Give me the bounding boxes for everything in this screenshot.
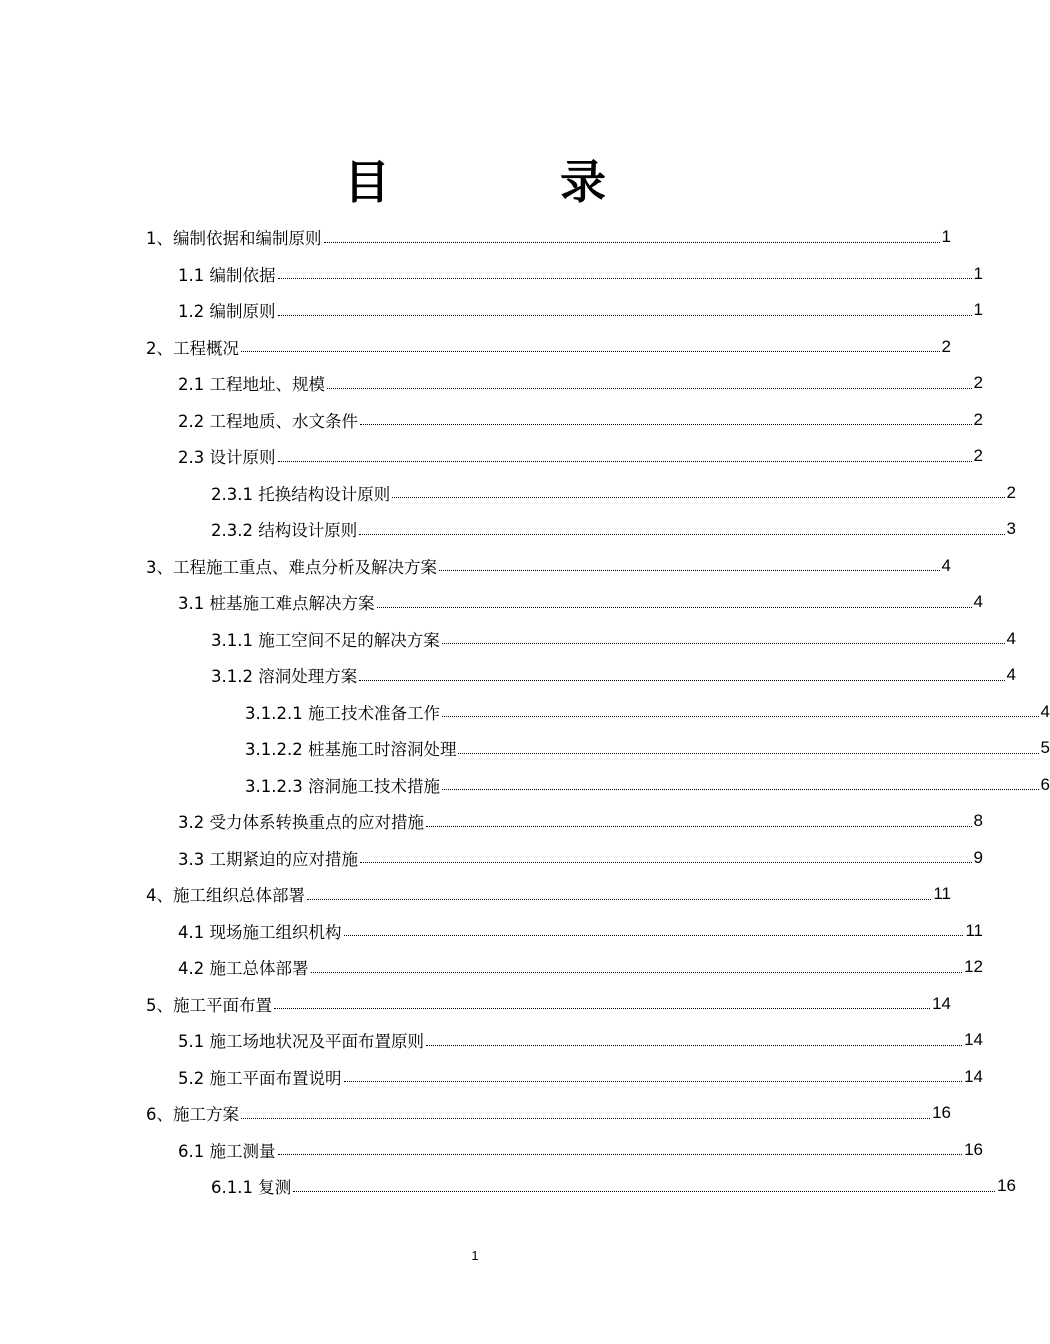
toc-dot-leader [324,242,940,243]
toc-entry[interactable] [0,1132,983,1169]
toc-entry-label: 2.3.1 托换结构设计原则 [211,484,391,504]
toc-dot-leader [344,935,964,936]
toc-dot-leader [278,315,972,316]
toc-entry[interactable] [0,949,983,986]
toc-dot-leader [377,607,972,608]
toc-entry-page-number: 14 [932,993,951,1013]
toc-entry-label: 4.1 现场施工组织机构 [178,922,342,942]
toc-dot-leader [278,278,972,279]
toc-entry-label: 4.2 施工总体部署 [178,959,309,979]
toc-entry-label: 3、工程施工重点、难点分析及解决方案 [146,557,437,577]
toc-entry[interactable] [0,767,1050,804]
toc-entry-page-number: 4 [1040,701,1050,721]
toc-entry[interactable] [0,1022,983,1059]
toc-entry[interactable] [0,1168,1016,1205]
toc-dot-leader [278,461,972,462]
toc-entry-label: 1.2 编制原则 [178,302,276,322]
toc-entry[interactable] [0,511,1016,548]
toc-entry-label: 2、工程概况 [146,338,239,358]
toc-entry-page-number: 16 [997,1176,1016,1196]
toc-entry[interactable] [0,438,983,475]
toc-entry-label: 5.1 施工场地状况及平面布置原则 [178,1032,424,1052]
toc-entry-page-number: 2 [973,373,983,393]
toc-entry-label: 5.2 施工平面布置说明 [178,1068,342,1088]
toc-entry-page-number: 14 [964,1066,983,1086]
toc-dot-leader [278,1154,963,1155]
toc-entry[interactable] [0,621,1016,658]
toc-entry-page-number: 3 [1006,519,1016,539]
toc-dot-leader [274,1008,930,1009]
toc-entry[interactable] [0,1095,951,1132]
toc-dot-leader [442,643,1005,644]
toc-dot-leader [359,534,1004,535]
toc-entry-label: 3.1.1 施工空间不足的解决方案 [211,630,440,650]
toc-entry[interactable] [0,292,983,329]
toc-entry-page-number: 11 [933,884,951,904]
toc-dot-leader [392,497,1004,498]
toc-entry-page-number: 11 [965,920,983,940]
toc-entry-label: 5、施工平面布置 [146,995,272,1015]
toc-entry-page-number: 2 [973,409,983,429]
toc-dot-leader [241,1118,930,1119]
toc-dot-leader [426,826,972,827]
toc-entry-page-number: 9 [973,847,983,867]
toc-entry-page-number: 4 [1006,628,1016,648]
toc-dot-leader [442,789,1039,790]
toc-entry[interactable] [0,876,951,913]
toc-entry[interactable] [0,475,1016,512]
toc-dot-leader [344,1081,963,1082]
toc-dot-leader [442,716,1039,717]
toc-entry-page-number: 4 [973,592,983,612]
toc-entry-label: 2.3.2 结构设计原则 [211,521,358,541]
toc-entry-label: 3.1.2 溶洞处理方案 [211,667,358,687]
toc-entry-page-number: 14 [964,1030,983,1050]
toc-entry-page-number: 6 [1040,774,1050,794]
toc-entry[interactable] [0,657,1016,694]
toc-entry-label: 3.1.2.3 溶洞施工技术措施 [245,776,440,796]
toc-entry-page-number: 4 [941,555,951,575]
toc-dot-leader [458,753,1038,754]
toc-entry[interactable] [0,1059,983,1096]
toc-entry-label: 4、施工组织总体部署 [146,886,305,906]
toc-entry[interactable] [0,402,983,439]
toc-list [0,219,1050,1205]
toc-entry-label: 2.3 设计原则 [178,448,276,468]
toc-entry[interactable] [0,548,951,585]
toc-title: 目 录 [344,155,668,209]
toc-entry-label: 3.1 桩基施工难点解决方案 [178,594,375,614]
toc-entry[interactable] [0,730,1050,767]
toc-entry[interactable] [0,694,1050,731]
toc-entry-label: 3.2 受力体系转换重点的应对措施 [178,813,424,833]
footer-page-number: 1 [471,1248,479,1263]
toc-entry-page-number: 12 [964,957,983,977]
toc-dot-leader [293,1191,995,1192]
toc-dot-leader [360,424,972,425]
toc-entry[interactable] [0,329,951,366]
toc-dot-leader [311,972,963,973]
toc-dot-leader [360,862,972,863]
toc-entry[interactable] [0,840,983,877]
toc-entry-page-number: 1 [973,263,983,283]
toc-entry-label: 6、施工方案 [146,1105,239,1125]
toc-entry-page-number: 2 [941,336,951,356]
toc-entry-label: 1、编制依据和编制原则 [146,229,322,249]
toc-entry-label: 3.1.2.2 桩基施工时溶洞处理 [245,740,457,760]
toc-entry-label: 6.1 施工测量 [178,1141,276,1161]
toc-entry-label: 2.2 工程地质、水文条件 [178,411,358,431]
toc-dot-leader [439,570,940,571]
toc-dot-leader [241,351,940,352]
toc-entry[interactable] [0,219,951,256]
toc-entry-page-number: 1 [973,300,983,320]
toc-entry[interactable] [0,913,983,950]
toc-entry-label: 1.1 编制依据 [178,265,276,285]
toc-entry-page-number: 16 [964,1139,983,1159]
toc-dot-leader [426,1045,962,1046]
toc-entry-page-number: 8 [973,811,983,831]
toc-entry-page-number: 1 [941,227,951,247]
toc-entry-label: 6.1.1 复测 [211,1178,292,1198]
toc-dot-leader [359,680,1004,681]
toc-entry-page-number: 4 [1006,665,1016,685]
toc-dot-leader [327,388,972,389]
toc-entry[interactable] [0,803,983,840]
toc-entry-label: 3.3 工期紧迫的应对措施 [178,849,358,869]
toc-entry-page-number: 2 [973,446,983,466]
toc-entry-page-number: 5 [1040,738,1050,758]
toc-entry[interactable] [0,986,951,1023]
toc-dot-leader [307,899,931,900]
toc-entry[interactable] [0,584,983,621]
toc-entry-label: 3.1.2.1 施工技术准备工作 [245,703,440,723]
toc-entry-page-number: 16 [932,1103,951,1123]
toc-entry[interactable] [0,365,983,402]
toc-entry[interactable] [0,256,983,293]
toc-entry-page-number: 2 [1006,482,1016,502]
toc-entry-label: 2.1 工程地址、规模 [178,375,325,395]
